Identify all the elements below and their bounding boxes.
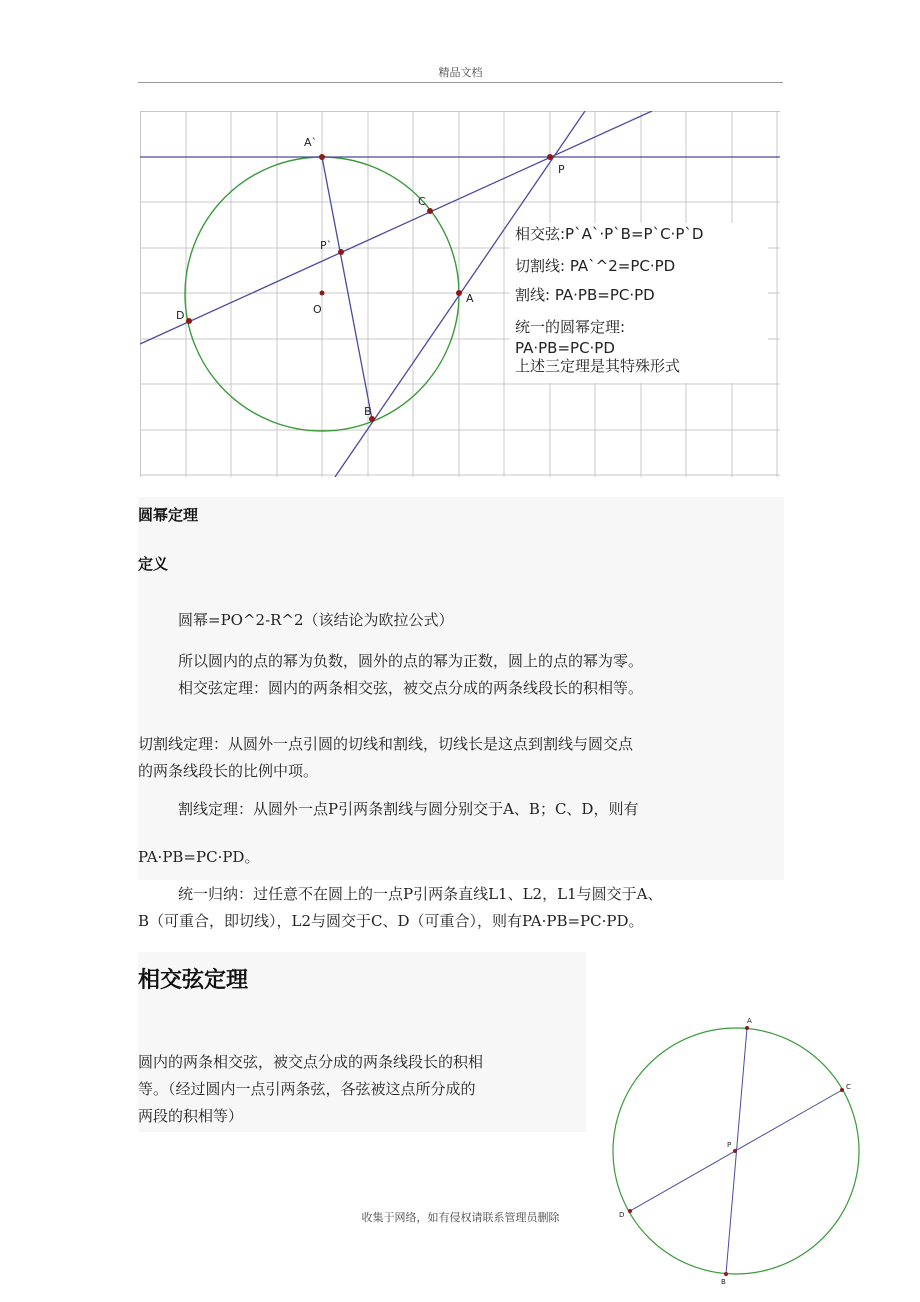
paragraph-power-definition: 圆幂=PO^2-R^2（该结论为欧拉公式）	[178, 611, 454, 629]
paragraph-chord-theorem-line1: 圆内的两条相交弦，被交点分成的两条线段长的积相	[138, 1053, 484, 1071]
label-p-prime: P`	[320, 239, 333, 252]
label-b: B	[364, 405, 372, 418]
paragraph-tangent-secant-line1: 切割线定理：从圆外一点引圆的切线和割线，切线长是这点到割线与圆交点	[138, 735, 634, 753]
paragraph-secant-formula: PA·PB=PC·PD。	[138, 848, 260, 866]
section1-title: 圆幂定理	[138, 506, 199, 524]
paragraph-power-sign: 所以圆内的点的幂为负数，圆外的点的幂为正数，圆上的点的幂为零。	[178, 652, 644, 670]
page-header: 精品文档	[438, 66, 483, 79]
power-of-point-figure	[140, 111, 780, 477]
annotation-intersecting-chords: 相交弦:P`A`·P`B=P`C·P`D	[515, 225, 704, 243]
label-p: P	[558, 163, 565, 176]
label-c: C	[418, 195, 426, 208]
label-a: A	[466, 292, 474, 305]
annotation-secant: 割线: PA·PB=PC·PD	[515, 286, 655, 304]
label-p: P	[727, 1141, 732, 1149]
annotation-special-cases: 上述三定理是其特殊形式	[515, 357, 681, 375]
annotation-tangent-secant: 切割线: PA`^2=PC·PD	[515, 257, 676, 275]
paragraph-secant-theorem: 割线定理：从圆外一点P引两条割线与圆分别交于A、B；C、D，则有	[178, 800, 639, 818]
label-a-prime: A`	[304, 136, 318, 149]
paragraph-tangent-secant-line2: 的两条线段长的比例中项。	[138, 762, 319, 780]
annotation-unified-formula: PA·PB=PC·PD	[515, 339, 615, 357]
page-footer: 收集于网络，如有侵权请联系管理员删除	[361, 1211, 560, 1224]
label-o: O	[313, 303, 322, 316]
annotation-unified-title: 统一的圆幂定理:	[515, 318, 626, 336]
section2-title: 相交弦定理	[138, 968, 249, 993]
header-divider	[138, 82, 783, 83]
paragraph-intersecting-chords: 相交弦定理：圆内的两条相交弦，被交点分成的两条线段长的积相等。	[178, 679, 644, 697]
label-d: D	[176, 309, 185, 322]
paragraph-chord-theorem-line3: 两段的积相等）	[138, 1107, 244, 1125]
label-c: C	[846, 1083, 851, 1091]
paragraph-chord-theorem-line2: 等。（经过圆内一点引两条弦，各弦被这点所分成的	[138, 1080, 476, 1098]
section1-subtitle: 定义	[138, 555, 169, 573]
theorem-annotations	[510, 223, 768, 383]
paragraph-unified-line1: 统一归纳：过任意不在圆上的一点P引两条直线L1、L2，L1与圆交于A、	[178, 885, 663, 903]
label-a: A	[747, 1017, 752, 1025]
label-d: D	[619, 1211, 625, 1219]
points	[628, 1026, 844, 1276]
intersecting-chords-figure	[605, 1012, 867, 1297]
paragraph-unified-line2: B（可重合，即切线），L2与圆交于C、D（可重合），则有PA·PB=PC·PD。	[138, 912, 644, 930]
label-b: B	[721, 1278, 726, 1286]
